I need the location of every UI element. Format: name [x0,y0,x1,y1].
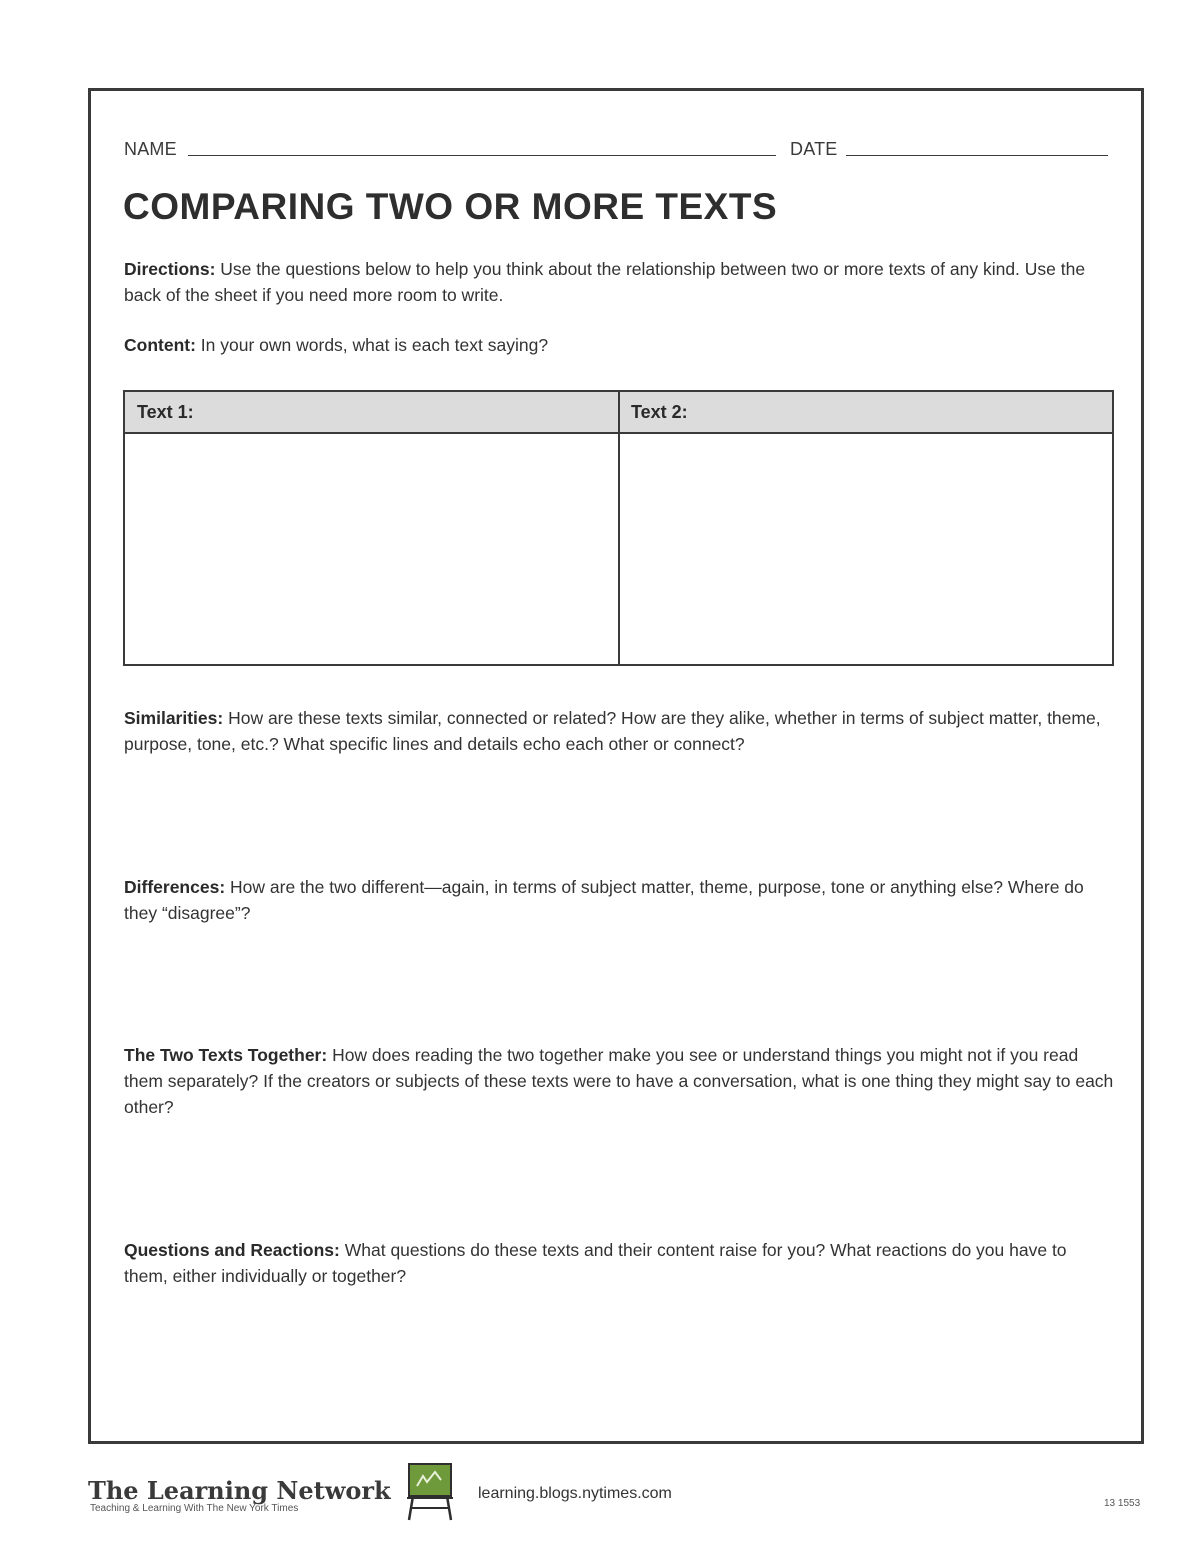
site-url[interactable]: learning.blogs.nytimes.com [478,1485,672,1502]
document-code: 13 1553 [1104,1498,1141,1509]
content-label: Content: [124,335,196,355]
similarities-writing-area[interactable] [124,760,1114,870]
together-writing-area[interactable] [124,1124,1114,1234]
name-line[interactable] [188,155,776,156]
content-text: In your own words, what is each text saying? [195,335,549,355]
similarities-text: How are these texts similar, connected or related? How are they alike, whether in terms of subject matter, theme, purpose, tone, etc.? What specific lines and details echo each other or connect? [124,708,1101,754]
directions-label: Directions: [124,259,216,279]
comparison-table [123,390,1114,666]
questions-paragraph [124,1237,1114,1289]
similarities-paragraph [124,705,1114,757]
text2-header: Text 2: [631,402,688,422]
logo-tagline: Teaching & Learning With The New York Times [90,1503,299,1514]
content-paragraph [124,332,1114,358]
text2-writing-area[interactable] [621,434,1112,664]
together-label: The Two Texts Together: [124,1045,328,1065]
differences-paragraph [124,874,1114,926]
questions-label: Questions and Reactions: [124,1240,340,1260]
similarities-label: Similarities: [124,708,224,728]
directions-text: Use the questions below to help you think about the relationship between two or more texts of any kind. Use the back of the sheet if you need more room to write. [124,259,1086,305]
learning-network-logo: The Learning Network [88,1476,391,1505]
together-text: How does reading the two together make you see or understand things you might not if you read them separately? If the creators or subjects of these texts were to have a conversation, what is one thing they might say to each other? [124,1045,1114,1117]
date-label: DATE [790,139,838,159]
together-paragraph [124,1042,1114,1120]
questions-text: What questions do these texts and their content raise for you? What reactions do you have to them, either individually or together? [124,1240,1067,1286]
text1-header: Text 1: [137,402,194,422]
name-label: NAME [124,139,177,159]
differences-writing-area[interactable] [124,930,1114,1040]
questions-writing-area[interactable] [124,1294,1114,1424]
table-column-divider [618,392,620,664]
page-title: COMPARING TWO OR MORE TEXTS [123,186,778,227]
directions-paragraph [124,256,1114,308]
differences-label: Differences: [124,877,226,897]
text1-writing-area[interactable] [125,434,618,664]
differences-text: How are the two different—again, in terms of subject matter, theme, purpose, tone or anything else? Where do they “disagree”? [124,877,1084,923]
chalkboard-icon [405,1462,455,1522]
date-line[interactable] [846,155,1108,156]
